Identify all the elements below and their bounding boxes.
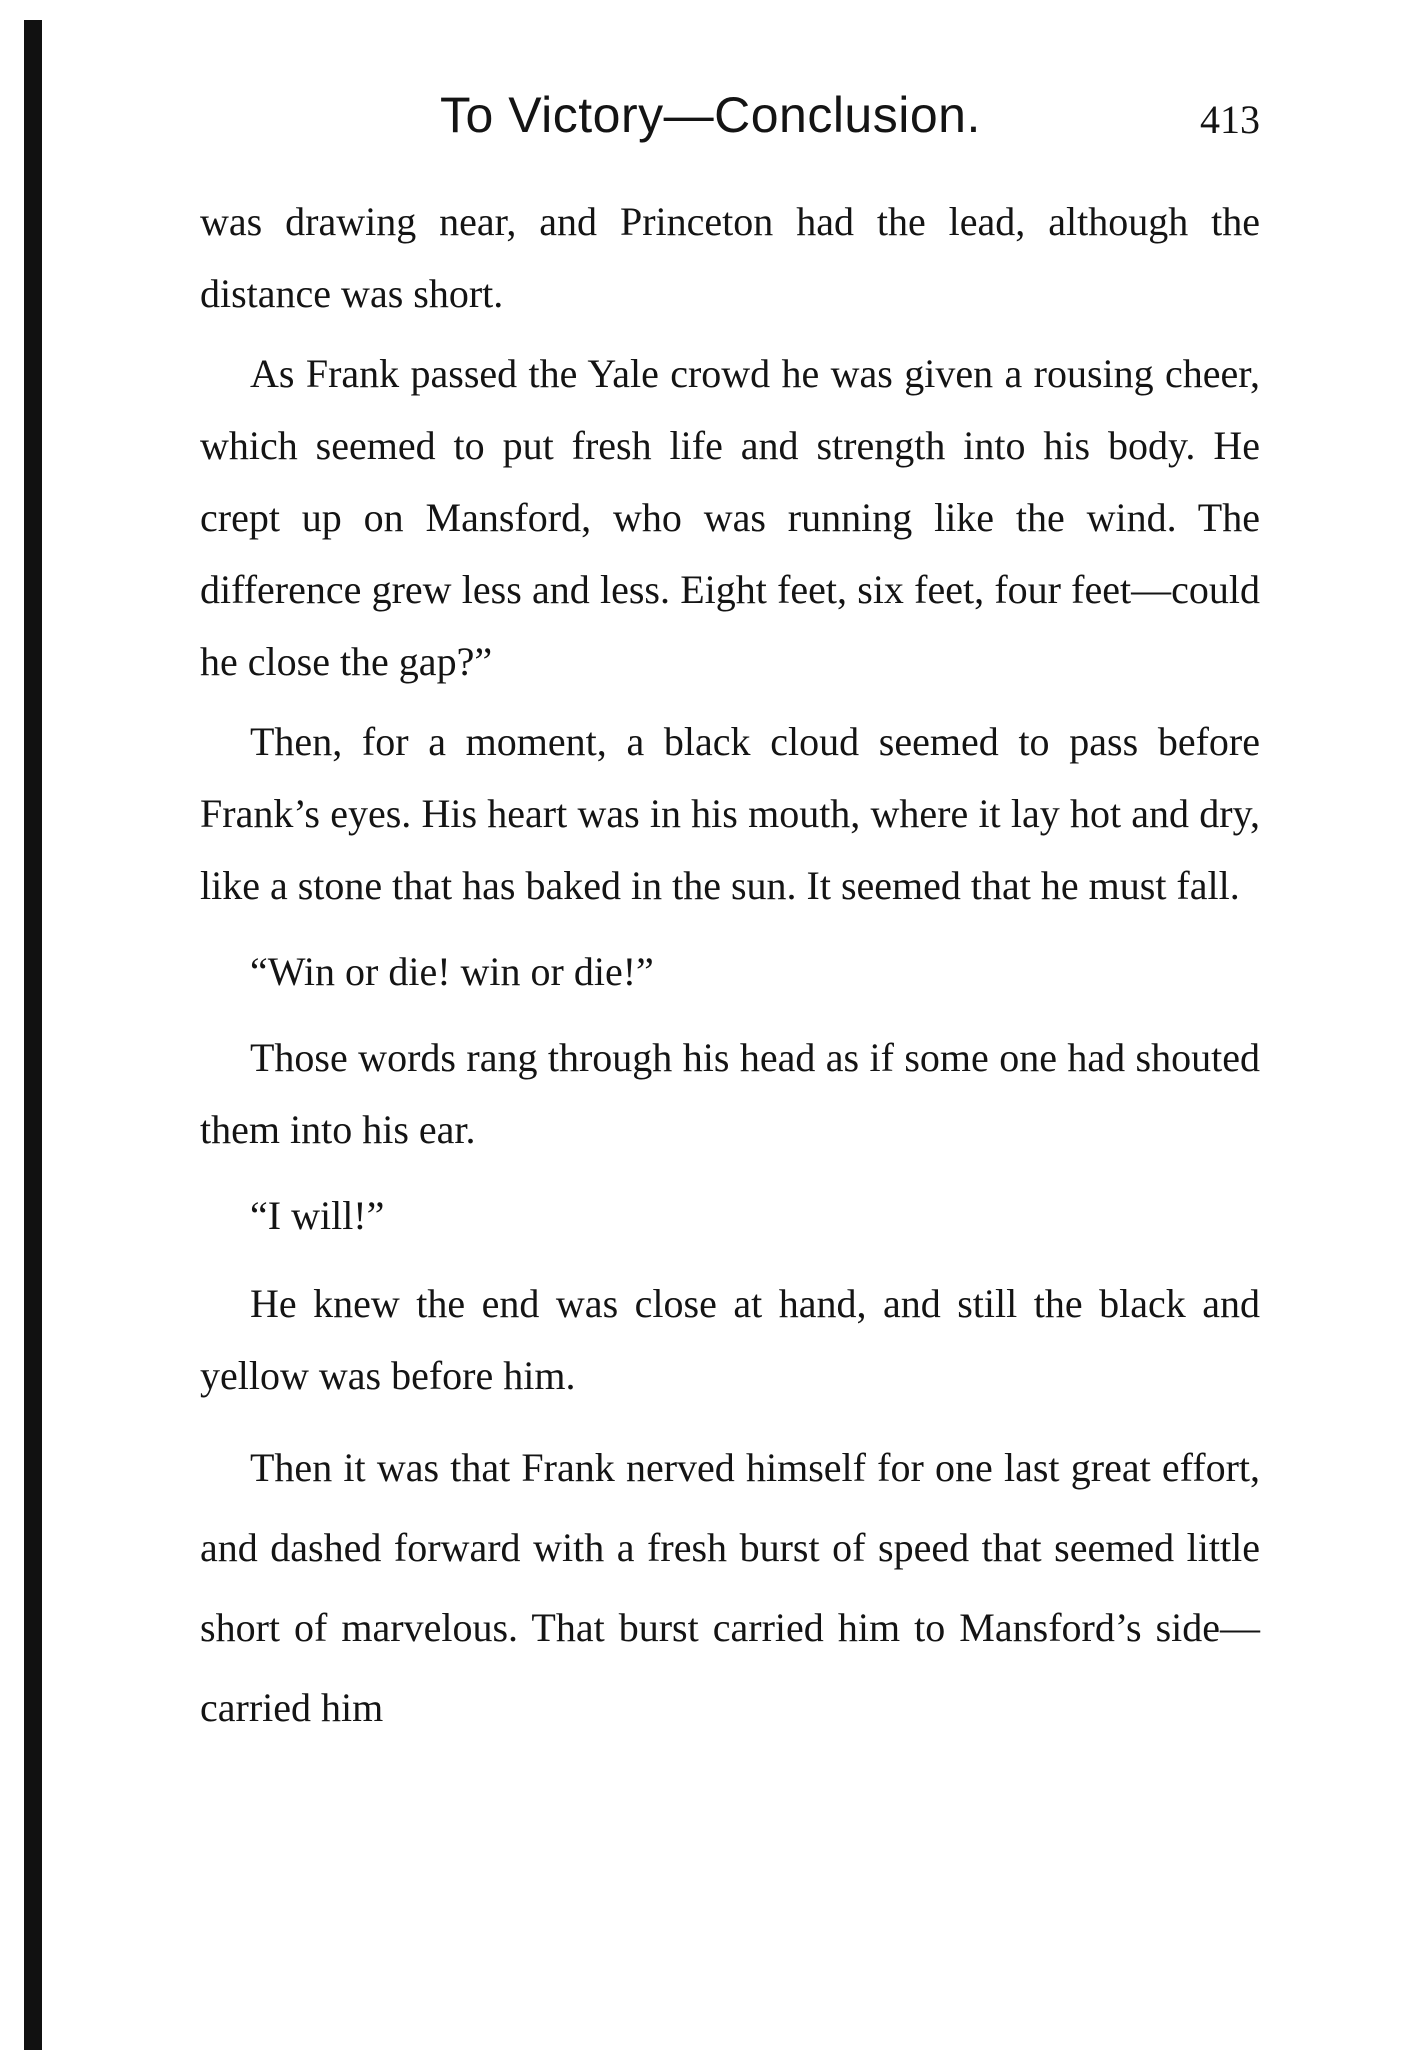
paragraph-dialogue: “Win or die! win or die!” [250, 949, 654, 994]
running-head [200, 86, 1260, 156]
paragraph-dialogue: “I will!” [250, 1193, 385, 1238]
paragraph: Then it was that Frank nerved himself for one last great effort, and dashed forward with a fresh burst of speed that seemed little short of marvelous. That burst carried him to Mansford’s side—carried him [200, 1445, 1260, 1730]
page-number: 413 [1200, 97, 1260, 142]
scan-binding-edge [24, 20, 42, 2050]
running-title: To Victory—Conclusion. [440, 87, 981, 143]
paragraph-continuation: was drawing near, and Princeton had the lead, although the distance was short. [200, 199, 1260, 316]
paragraph: He knew the end was close at hand, and still the black and yellow was before him. [200, 1281, 1260, 1398]
body-text [200, 186, 1260, 1748]
paragraph: Those words rang through his head as if some one had shouted them into his ear. [200, 1035, 1260, 1152]
paragraph: Then, for a moment, a black cloud seemed to pass before Frank’s eyes. His heart was in his mouth, where it lay hot and dry, like a stone that has baked in the sun. It seemed that he must fall. [200, 719, 1260, 908]
paragraph: As Frank passed the Yale crowd he was given a rousing cheer, which seemed to put fresh life and strength into his body. He crept up on Mansford, who was running like the wind. The difference grew less and less. Eight feet, six feet, four feet—could he close the gap?” [200, 351, 1260, 684]
